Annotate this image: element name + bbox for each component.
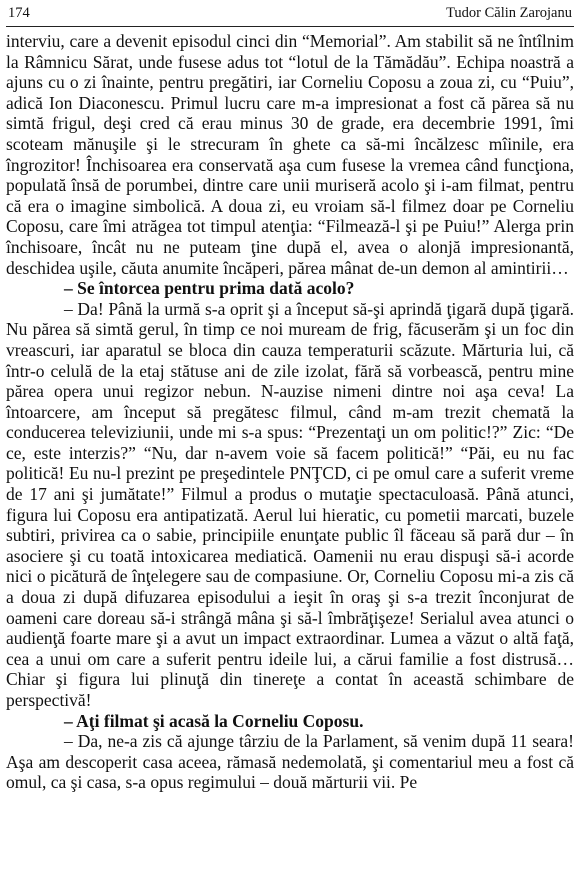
interview-question: – Aţi filmat şi acasă la Corneliu Coposu. — [64, 710, 364, 731]
paragraph-continued: interviu, care a devenit episodul cinci din “Memorial”. Am stabilit să ne întîlnim la Râmnicu Sărat, unde fusese adus tot “lotul de la Tămădău”. Echipa noastră a ajuns cu o zi înainte, pentru pregătiri, iar Corneliu Coposu a zoua zi, cu “Puiu”, adică Ion Diaconescu. Primul lucru care m-a impresionat a fost că părea să nu simtă frigul, deşi cred că erau minus 30 de grade, era decembrie 1991, îmi scoteam mănuşile şi le strecuram în ghete ca să-mi încălzesc mîinile, era îngrozitor! Închisoarea era conservată aşa cum fusese la vremea când funcţiona, populată însă de porumbei, dintre care unii muriseră acolo şi i-am filmat, pentru că era o imagine simbolică. A doua zi, eu vroiam să-l filmez doar pe Corneliu Coposu, care îmi atrăgea tot timpul atenţia: “Filmează-l şi pe Puiu!” Alerga prin închisoare, încât nu ne puteam ţine după el, avea o alonjă impresionantă, deschidea uşile, căuta anumite încăperi, părea mânat de-un demon al amintirii… — [6, 31, 574, 278]
interview-question: – Se întorcea pentru prima dată acolo? — [64, 278, 355, 299]
interview-answer: – Da, ne-a zis că ajunge târziu de la Parlament, să venim după 11 seara! Aşa am descoperit casa aceea, rămasă nedemolată, şi comentariul meu a fost că omul, ca şi casa, s-a opus regimului – două mărturii vii. Pe — [6, 731, 574, 793]
page-number: 174 — [8, 5, 30, 21]
running-header — [6, 0, 574, 27]
author-name: Tudor Călin Zarojanu — [446, 5, 572, 21]
interview-answer: – Da! Până la urmă s-a oprit şi a început să-şi aprindă ţigară după ţigară. Nu părea să simtă gerul, în timp ce noi muream de frig, făcuserăm şi un foc din vreascuri, iar aparatul se bloca din cauza temperaturii scăzute. Mărturia lui, că într-o celulă de la etaj stătuse ani de zile izolat, fără să vorbească, pentru mine părea opera unui regizor nebun. N-auzise nimeni dintre noi aşa ceva! La întoarcere, am început să pregătesc filmul, când m-am trezit chemată la conducerea televiziunii, unde mi s-a spus: “Prezentaţi un om politic!?” Zic: “De ce, este interzis?” “Nu, dar n-avem voie să facem politică!” “Păi, eu nu fac politică! Eu nu-l prezint pe preşedintele PNŢCD, ci pe omul care a suferit vreme de 17 ani şi jumătate!” Filmul a produs o mutaţie spectaculoasă. Până atunci, figura lui Coposu era antipatizată. Aerul lui hieratic, cu pometii marcati, buzele subtiri, privirea ca o sabie, principiile enunţate public îl făceau să pară dur – în asociere şi cu toată intoxicarea mediatică. Oamenii nu erau dispuşi să-i acorde nici o picătură de înţelegere sau de compasiune. Or, Corneliu Coposu mi-a zis că a doua zi după difuzarea episodului a ieşit în oraş şi s-a trezit înconjurat de oameni care doreau să-i strângă mâna şi să-l îmbrăţişeze! Serialul avea atunci o audienţă foarte mare şi a avut un impact extraordinar. Lumea a văzut o altă faţă, cea a unui om care a suferit pentru ideile lui, a cărui familie a fost distrusă… Chiar şi figura lui plinuţă din tinereţe a contat în această schimbare de perspectivă! — [6, 298, 574, 710]
body-text — [6, 31, 574, 793]
book-page — [6, 0, 574, 870]
